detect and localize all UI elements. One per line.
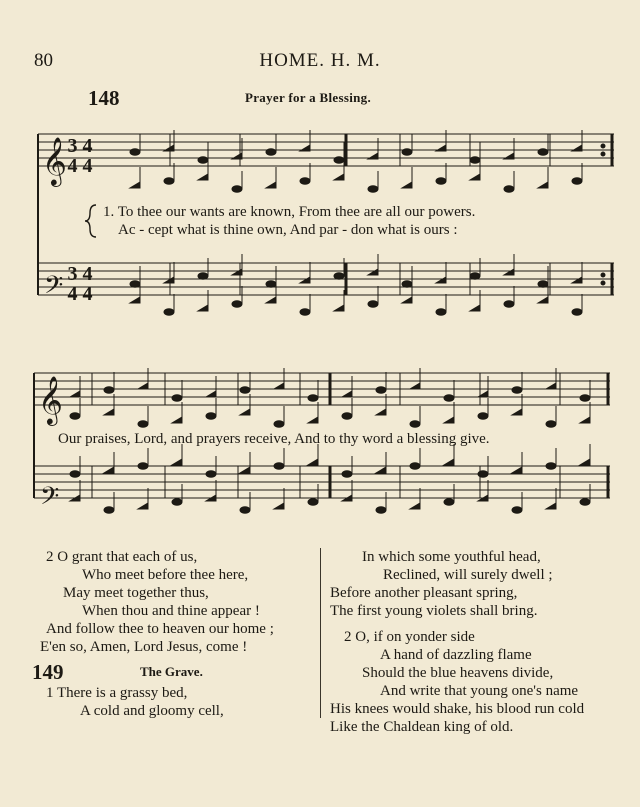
note-head [232, 269, 242, 275]
note-head [410, 463, 420, 470]
note-head [538, 182, 548, 188]
note-head [376, 409, 386, 415]
note-head [138, 503, 148, 509]
note-head [308, 417, 318, 423]
note-head [334, 157, 344, 164]
hymn-149-title: The Grave. [140, 664, 203, 679]
note-head [308, 395, 318, 402]
note-head [138, 383, 148, 389]
note-head [402, 182, 412, 188]
note-head [308, 499, 318, 506]
note-head [130, 182, 140, 188]
note-head [512, 387, 522, 394]
note-head [402, 297, 412, 303]
note-head [478, 413, 488, 420]
verse-line: When thou and thine appear ! [82, 603, 260, 619]
note-head [546, 503, 556, 509]
note-head [138, 421, 148, 428]
note-head [130, 297, 140, 303]
verse-line: E'en so, Amen, Lord Jesus, come ! [40, 639, 248, 655]
note-head [402, 149, 412, 156]
verse-line: The first young violets shall bring. [330, 603, 538, 619]
verse-line: A hand of dazzling flame [380, 647, 532, 663]
note-head [232, 186, 242, 193]
note-head [580, 499, 590, 506]
note-head [266, 149, 276, 156]
note-head [436, 145, 446, 151]
note-head [232, 301, 242, 308]
note-head [538, 281, 548, 288]
repeat-dot [601, 144, 605, 148]
note-head [342, 471, 352, 478]
time-signature-bottom: 4 4 [67, 155, 93, 177]
note-head [240, 409, 250, 415]
verse-line: Like the Chaldean king of old. [330, 719, 514, 735]
verse-line: 2 O grant that each of us, [46, 549, 198, 565]
verse-line: His knees would shake, his blood run cold [330, 701, 585, 717]
note-head [266, 281, 276, 288]
note-head [512, 409, 522, 415]
note-head [538, 297, 548, 303]
lyrics-line-3: Our praises, Lord, and prayers receive, And to thy word a blessing give. [58, 431, 490, 447]
note-head [206, 413, 216, 420]
note-head [266, 182, 276, 188]
note-head [172, 459, 182, 465]
note-head [444, 499, 454, 506]
verse-line: Who meet before thee here, [82, 567, 249, 583]
note-head [104, 507, 114, 514]
hymn-148-number: 148 [88, 86, 120, 110]
verse-line: 2 O, if on yonder side [344, 629, 475, 645]
running-head: HOME. H. M. [259, 50, 381, 71]
note-head [308, 459, 318, 465]
column-divider [320, 548, 321, 718]
note-head [376, 387, 386, 394]
note-head [274, 421, 284, 428]
verse-brace [85, 205, 96, 237]
note-head [334, 174, 344, 180]
verse-line: Should the blue heavens divide, [362, 665, 554, 681]
note-head [70, 413, 80, 420]
note-head [240, 387, 250, 394]
note-head [478, 471, 488, 478]
note-head [470, 273, 480, 280]
verse-line: 1 There is a grassy bed, [46, 685, 188, 701]
note-head [504, 186, 514, 193]
note-head [512, 507, 522, 514]
note-head [104, 409, 114, 415]
hymn-148-title: Prayer for a Blessing. [245, 90, 371, 105]
note-head [206, 391, 216, 397]
verse-line: May meet together thus, [63, 585, 209, 601]
note-head [342, 413, 352, 420]
note-head [410, 503, 420, 509]
note-head [130, 281, 140, 288]
note-head [130, 149, 140, 156]
note-head [232, 153, 242, 159]
note-head [546, 383, 556, 389]
note-head [240, 467, 250, 473]
note-head [172, 499, 182, 506]
note-head [444, 395, 454, 402]
note-head [444, 459, 454, 465]
note-head [266, 297, 276, 303]
note-head [300, 145, 310, 151]
verse-2-left [40, 548, 315, 656]
note-head [334, 273, 344, 280]
time-signature-top: 3 4 [67, 135, 93, 157]
verse-line: Reclined, will surely dwell ; [383, 567, 553, 583]
note-head [580, 395, 590, 402]
verse-line: Before another pleasant spring, [330, 585, 518, 601]
bass-clef-icon: 𝄢 [40, 482, 60, 517]
note-head [198, 305, 208, 311]
note-head [70, 471, 80, 478]
note-head [104, 467, 114, 473]
note-head [240, 507, 250, 514]
repeat-dot [601, 281, 605, 285]
note-head [376, 507, 386, 514]
note-head [572, 145, 582, 151]
treble-clef-icon: 𝄞 [42, 136, 67, 185]
lyrics-line-1: 1. To thee our wants are known, From thee are all our powers. [103, 204, 476, 220]
note-head [368, 269, 378, 275]
note-head [274, 503, 284, 509]
note-head [402, 281, 412, 288]
note-head [546, 463, 556, 470]
note-head [470, 174, 480, 180]
verse-line: A cold and gloomy cell, [80, 703, 224, 719]
note-head [444, 417, 454, 423]
note-head [572, 309, 582, 316]
note-head [164, 178, 174, 185]
note-head [368, 301, 378, 308]
lyrics-line-2: Ac - cept what is thine own, And par - don what is ours : [118, 222, 458, 238]
treble-clef-icon: 𝄞 [38, 375, 63, 424]
note-head [164, 277, 174, 283]
note-head [572, 277, 582, 283]
note-head [470, 305, 480, 311]
note-head [580, 459, 590, 465]
note-head [70, 391, 80, 397]
note-head [274, 463, 284, 470]
note-head [334, 305, 344, 311]
verse-line: In which some youthful head, [362, 549, 541, 565]
note-head [376, 467, 386, 473]
right-column-verses [330, 548, 630, 736]
note-head [300, 309, 310, 316]
note-head [300, 277, 310, 283]
note-head [470, 157, 480, 164]
note-head [172, 417, 182, 423]
bass-clef-icon: 𝄢 [44, 271, 64, 306]
note-head [546, 421, 556, 428]
note-head [580, 417, 590, 423]
note-head [172, 395, 182, 402]
note-head [436, 277, 446, 283]
note-head [504, 269, 514, 275]
page-number: 80 [34, 50, 53, 71]
repeat-dot [601, 152, 605, 156]
note-head [342, 391, 352, 397]
verse-line: And follow thee to heaven our home ; [46, 621, 274, 637]
note-head [138, 463, 148, 470]
verse-line: And write that young one's name [380, 683, 579, 699]
note-head [206, 471, 216, 478]
note-head [164, 309, 174, 316]
repeat-dot [601, 273, 605, 277]
note-head [368, 153, 378, 159]
note-head [274, 383, 284, 389]
note-head [198, 273, 208, 280]
note-head [572, 178, 582, 185]
hymn-149-number: 149 [32, 660, 64, 684]
note-head [436, 309, 446, 316]
note-head [198, 157, 208, 164]
note-head [538, 149, 548, 156]
note-head [512, 467, 522, 473]
note-head [504, 301, 514, 308]
note-head [300, 178, 310, 185]
note-head [104, 387, 114, 394]
note-head [436, 178, 446, 185]
bass-time-signature-bottom: 4 4 [67, 283, 93, 305]
note-head [368, 186, 378, 193]
note-head [504, 153, 514, 159]
bass-time-signature-top: 3 4 [67, 263, 93, 285]
hymn-149-verse-1 [46, 684, 224, 720]
note-head [410, 421, 420, 428]
note-head [410, 383, 420, 389]
note-head [164, 145, 174, 151]
note-head [198, 174, 208, 180]
